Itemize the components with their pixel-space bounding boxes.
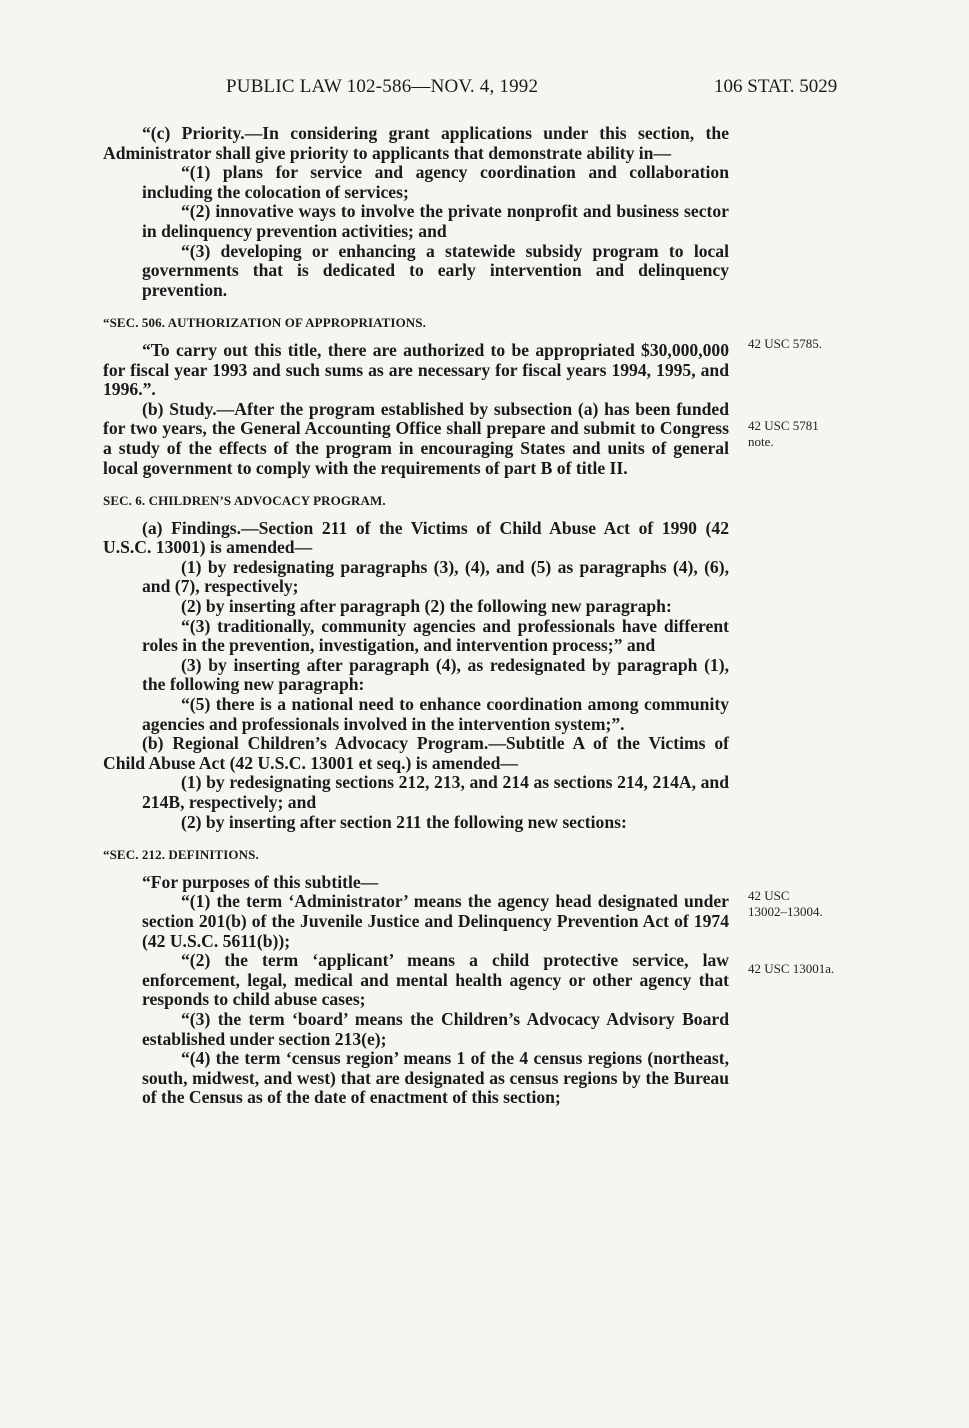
paragraph-regional-1: (1) by redesignating sections 212, 213, and 214 as sections 214, 214A, and 214B, respectively; and: [142, 772, 729, 812]
margin-note-13002-13004: 13002–13004.: [748, 904, 823, 919]
page-header: [0, 76, 969, 106]
paragraph-findings-quote-3: “(3) traditionally, community agencies and professionals have different roles in the prevention, investigation, and intervention process;” and: [142, 615, 729, 656]
body-text: [103, 124, 729, 1108]
section-heading-212: “SEC. 212. DEFINITIONS.: [103, 847, 259, 863]
paragraph-definition-2: “(2) the term ‘applicant’ means a child protective service, law enforcement, legal, medical and mental health agency or other agency that responds to child abuse cases;: [142, 950, 729, 1010]
section-heading-506: “SEC. 506. AUTHORIZATION OF APPROPRIATIONS.: [103, 315, 426, 331]
paragraph-definition-3: “(3) the term ‘board’ means the Children’s Advocacy Advisory Board established under section 213(e);: [142, 1008, 729, 1049]
paragraph-regional-program: (b) Regional Children’s Advocacy Program.—Subtitle A of the Victims of Child Abuse Act (42 U.S.C. 13001 et seq.) is amended—: [103, 733, 729, 773]
paragraph-definition-1: “(1) the term ‘Administrator’ means the agency head designated under section 201(b) of the Juvenile Justice and Delinquency Prevention Act of 1974 (42 U.S.C. 5611(b));: [142, 891, 729, 951]
paragraph-findings-3: (3) by inserting after paragraph (4), as redesignated by paragraph (1), the following new paragraph:: [142, 654, 729, 695]
margin-note-note: note.: [748, 434, 774, 449]
paragraph-findings-quote-5: “(5) there is a national need to enhance coordination among community agencies and professionals involved in the intervention system;”.: [142, 694, 729, 734]
paragraph-priority-1: “(1) plans for service and agency coordination and collaboration including the colocation of services;: [142, 162, 729, 202]
paragraph-findings-2: (2) by inserting after paragraph (2) the following new paragraph:: [181, 596, 672, 617]
paragraph-priority: “(c) Priority.—In considering grant applications under this section, the Administrator shall give priority to applicants that demonstrate ability in—: [103, 123, 729, 163]
paragraph-priority-3: “(3) developing or enhancing a statewide subsidy program to local governments that is dedicated to early intervention and delinquency prevention.: [142, 240, 729, 300]
margin-note-42-usc-5785: 42 USC 5785.: [748, 336, 823, 351]
section-heading-6: SEC. 6. CHILDREN’S ADVOCACY PROGRAM.: [103, 493, 386, 509]
paragraph-study: (b) Study.—After the program established by subsection (a) has been funded for two years, the General Accounting Office shall prepare and submit to Congress a study of the effects of the program in encouraging States and units of general local government to comply with the requirements of part B of title II.: [103, 398, 729, 478]
margin-note-42-usc: 42 USC: [748, 888, 790, 903]
paragraph-definitions-intro: “For purposes of this subtitle—: [142, 871, 379, 892]
header-title: PUBLIC LAW 102-586—NOV. 4, 1992: [226, 76, 539, 97]
paragraph-definition-4: “(4) the term ‘census region’ means 1 of the 4 census regions (northeast, south, midwest, and west) that are designated as census regions by the Bureau of the Census as of the date of enactment of this section;: [142, 1048, 729, 1108]
paragraph-findings: (a) Findings.—Section 211 of the Victims of Child Abuse Act of 1990 (42 U.S.C. 13001) is amended—: [103, 517, 729, 558]
margin-note-42-usc-5781: 42 USC 5781: [748, 418, 819, 433]
header-stat-number: 106 STAT. 5029: [714, 76, 838, 97]
margin-note-42-usc-13001a: 42 USC 13001a.: [748, 961, 835, 976]
paragraph-priority-2: “(2) innovative ways to involve the private nonprofit and business sector in delinquency prevention activities; and: [142, 201, 729, 241]
paragraph-findings-1: (1) by redesignating paragraphs (3), (4), and (5) as paragraphs (4), (6), and (7), respectively;: [142, 556, 729, 597]
paragraph-regional-2: (2) by inserting after section 211 the following new sections:: [181, 811, 627, 832]
paragraph-appropriations: “To carry out this title, there are authorized to be appropriated $30,000,000 for fiscal year 1993 and such sums as are necessary for fiscal years 1994, 1995, and 1996.”.: [103, 339, 729, 400]
